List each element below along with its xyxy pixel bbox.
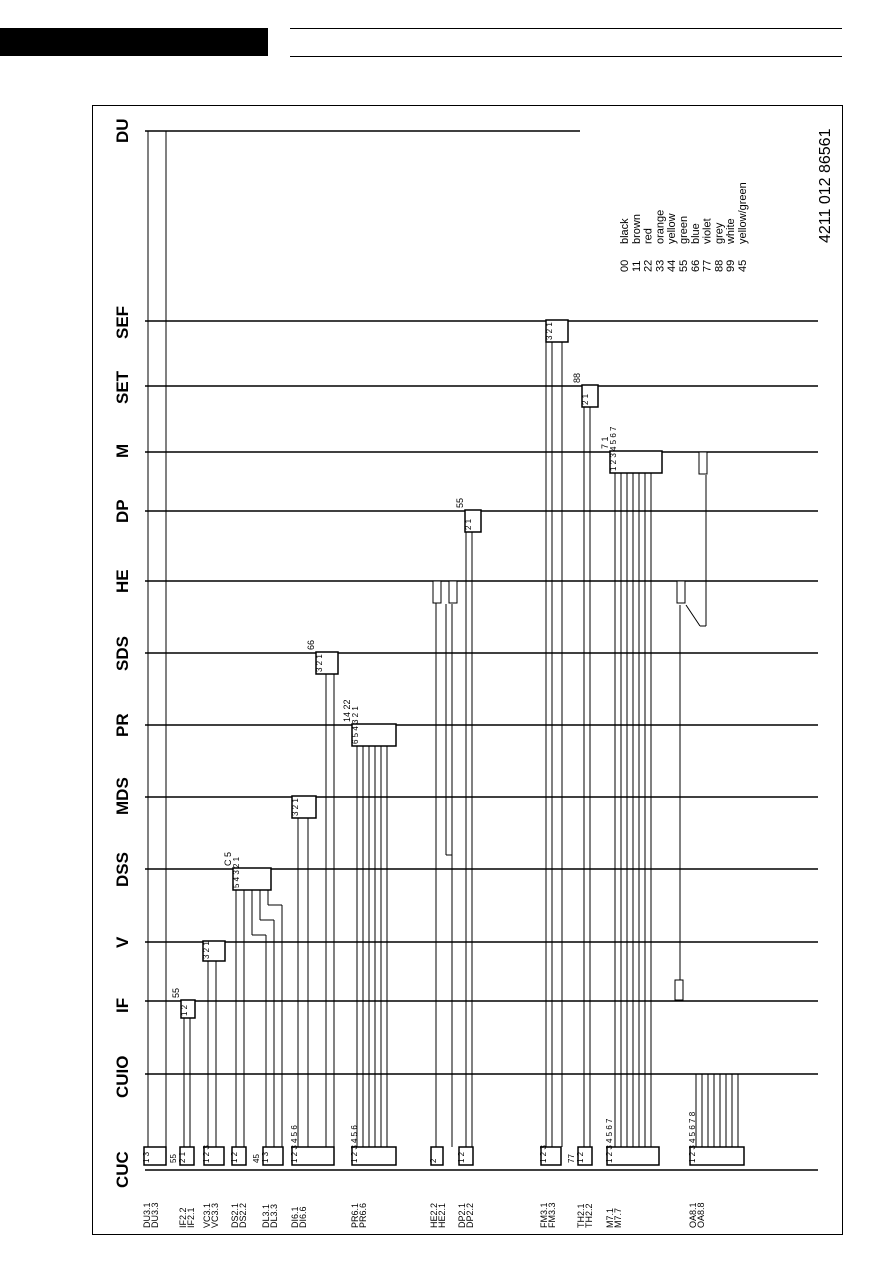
cuc-connector-label-bottom-5: DI6.6 [298, 1206, 308, 1228]
legend-name-10: yellow/green [737, 182, 749, 244]
legend-name-9: white [725, 218, 738, 244]
cuc-connector-pins-11: 1 2 3 4 5 6 7 [605, 1118, 614, 1163]
remote-connector-note-set: 88 [572, 372, 582, 383]
remote-connector-pins-if: 1 2 [180, 1004, 189, 1016]
cuc-connector-label-bottom-12: OA8.8 [696, 1202, 706, 1228]
legend-name-8: grey [713, 222, 726, 244]
cuc-connector-label-bottom-11: M7.7 [613, 1207, 623, 1228]
cuc-connector-pins-3: 1 2 [230, 1151, 239, 1163]
legend-code-1: 11 [630, 260, 643, 272]
remote-connector-pins-v: 3 2 1 [202, 941, 211, 959]
cuc-connector-label-bottom-1: IF2.1 [186, 1207, 196, 1228]
cuc-connector-11 [607, 1147, 659, 1165]
legend-name-4: yellow [666, 213, 679, 244]
bus-label-dp: DP [113, 499, 132, 523]
cuc-connector-label-bottom-0: DU3.3 [150, 1202, 160, 1228]
legend-name-3: orange [654, 209, 667, 244]
legend-name-6: blue [689, 223, 702, 244]
cuc-connector-pins-1: 2 1 [178, 1151, 187, 1163]
stub-connector-3 [699, 452, 707, 474]
cuc-connector-label-top-11: M7.1 [605, 1207, 615, 1228]
remote-connector-note-m: 7 1 [600, 436, 610, 449]
cuc-connector-label-top-1: IF2.2 [178, 1207, 188, 1228]
legend-code-7: 77 [701, 259, 714, 272]
document-number: 4211 012 86561 [817, 128, 834, 243]
legend-name-7: violet [701, 218, 714, 244]
legend-code-10: 45 [737, 259, 749, 272]
cuc-connector-pins-4: 1 3 [261, 1151, 270, 1163]
remote-connector-note-dp: 55 [455, 497, 465, 508]
stub-connector-4 [675, 980, 683, 1000]
cuc-connector-pins-7: 2 [429, 1158, 438, 1163]
cuc-connector-label-top-5: DI6.1 [290, 1206, 300, 1228]
bus-label-m: M [113, 443, 132, 458]
bus-label-cuio: CUIO [113, 1055, 132, 1098]
cuc-connector-label-top-6: PR6.1 [350, 1202, 360, 1228]
cuc-connector-label-bottom-9: FM3.3 [547, 1202, 557, 1228]
remote-connector-pins-sef: 3 2 1 [545, 322, 554, 340]
wire-54 [686, 605, 700, 626]
legend-code-8: 88 [713, 259, 726, 272]
cuc-connector-label-top-2: VC3.1 [202, 1202, 212, 1228]
remote-connector-pins-set: 2 1 [581, 393, 590, 405]
stub-connector-0 [433, 581, 441, 603]
cuc-connector-label-top-9: FM3.1 [539, 1202, 549, 1228]
remote-connector-pins-mds: 3 2 1 [291, 798, 300, 816]
legend-name-0: black [619, 218, 631, 244]
bus-label-he: HE [113, 569, 132, 593]
cuc-connector-pins-10: 1 2 [576, 1151, 585, 1163]
remote-connector-pins-sds: 3 2 1 [315, 654, 324, 672]
legend-code-9: 99 [725, 259, 738, 272]
cuc-connector-label-bottom-2: VC3.3 [210, 1202, 220, 1228]
cuc-connector-pins-8: 1 2 [457, 1151, 466, 1163]
legend-name-1: brown [630, 214, 643, 244]
cuc-connector-label-top-8: DP2.1 [457, 1202, 467, 1228]
cuc-connector-label-bottom-8: DP2.2 [465, 1202, 475, 1228]
remote-connector-note-sds: 66 [306, 639, 316, 650]
bus-label-pr: PR [113, 713, 132, 737]
cuc-connector-label-top-3: DS2.1 [230, 1202, 240, 1228]
cuc-connector-note-1: 55 [169, 1154, 178, 1163]
cuc-connector-label-bottom-4: DL3.3 [269, 1203, 279, 1228]
cuc-connector-pins-5: 1 2 3 4 5 6 [290, 1125, 299, 1163]
cuc-connector-label-top-7: HE2.2 [429, 1202, 439, 1228]
cuc-connector-pins-12: 1 2 3 4 5 6 7 8 [688, 1111, 697, 1163]
legend-name-2: red [642, 228, 655, 244]
cuc-connector-label-top-10: TH2.1 [576, 1203, 586, 1228]
remote-connector-note-if: 55 [171, 987, 181, 998]
cuc-connector-label-bottom-10: TH2.2 [584, 1203, 594, 1228]
cuc-connector-label-bottom-3: DS2.2 [238, 1202, 248, 1228]
cuc-connector-12 [690, 1147, 744, 1165]
cuc-connector-label-top-12: OA8.1 [688, 1202, 698, 1228]
stub-connector-2 [677, 581, 685, 603]
cuc-connector-note-4: 45 [252, 1154, 261, 1163]
cuc-connector-label-bottom-7: HE2.1 [437, 1202, 447, 1228]
cuc-connector-pins-0: 1 3 [142, 1151, 151, 1163]
bus-label-if: IF [113, 997, 132, 1013]
legend-code-5: 55 [678, 259, 690, 272]
cuc-connector-label-bottom-6: PR6.6 [358, 1202, 368, 1228]
bus-label-set: SET [113, 370, 132, 404]
cuc-connector-label-top-4: DL3.1 [261, 1203, 271, 1228]
bus-label-sef: SEF [113, 305, 132, 339]
legend-code-3: 33 [654, 259, 667, 272]
legend-name-5: green [678, 215, 690, 244]
remote-connector-note-pr: 14 22 [342, 699, 352, 722]
cuc-connector-label-top-0: DU3.1 [142, 1202, 152, 1228]
legend-code-2: 22 [642, 259, 655, 272]
legend-code-0: 00 [619, 259, 631, 272]
cuc-connector-pins-2: 1 2 3 [202, 1145, 211, 1163]
legend-code-4: 44 [666, 259, 679, 272]
cuc-connector-pins-6: 1 2 3 4 5 6 [350, 1125, 359, 1163]
remote-connector-pins-m: 1 2 3 4 5 6 7 [609, 426, 618, 471]
bus-label-cuc: CUC [113, 1151, 132, 1188]
bus-label-sds: SDS [113, 636, 132, 671]
cuc-connector-note-10: 77 [567, 1154, 576, 1163]
bus-label-dss: DSS [113, 852, 132, 887]
remote-connector-pins-pr: 6 5 4 3 2 1 [351, 706, 360, 744]
bus-label-mds: MDS [113, 777, 132, 815]
legend-code-6: 66 [689, 259, 702, 272]
remote-connector-pins-dss: 5 4 3 2 1 [232, 856, 241, 888]
cuc-connector-pins-9: 1 2 3 [539, 1145, 548, 1163]
remote-connector-note-dss: C 5 [223, 851, 233, 866]
bus-label-du: DU [113, 118, 132, 143]
bus-label-v: V [113, 936, 132, 948]
stub-connector-1 [449, 581, 457, 603]
remote-connector-pins-dp: 2 1 [464, 518, 473, 530]
